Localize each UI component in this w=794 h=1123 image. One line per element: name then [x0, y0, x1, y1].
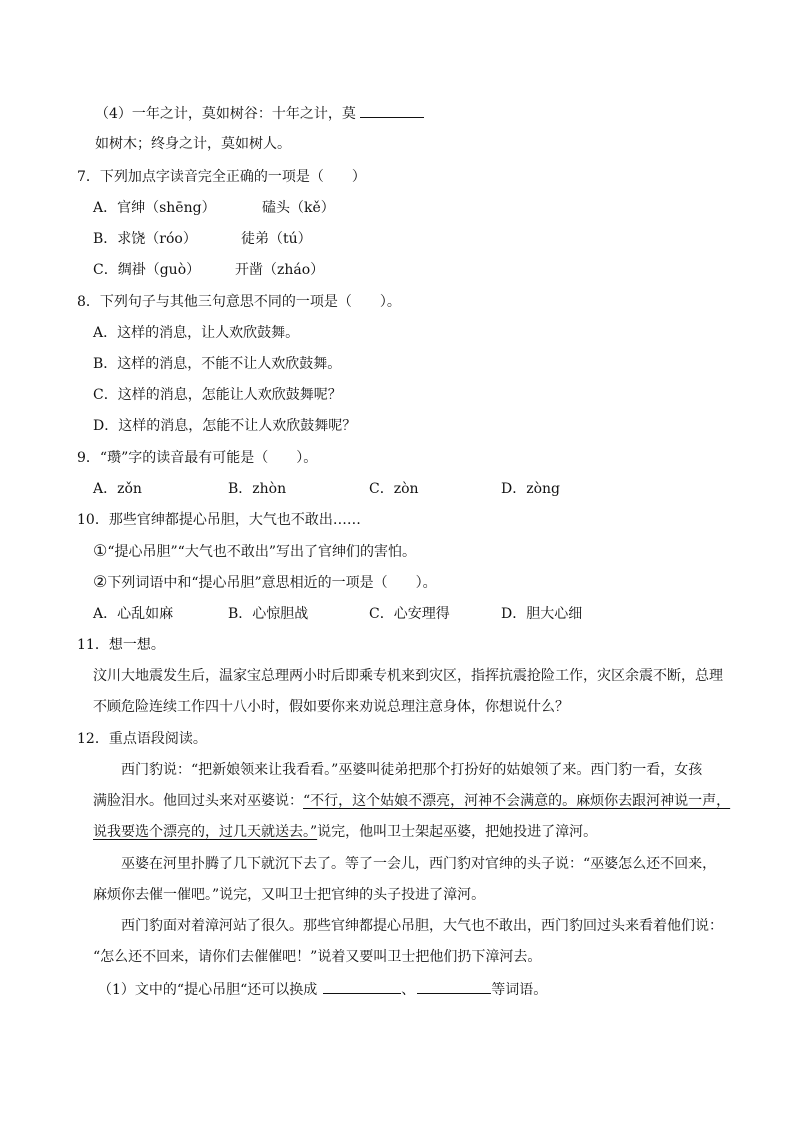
q9-option-d: D．zòng [501, 481, 561, 497]
q10-option-c: C．心安理得 [369, 606, 450, 622]
q10-option-b: B．心惊胆战 [228, 606, 309, 622]
circled-number-2: ② [93, 572, 108, 591]
q9-option-b: B．zhòn [228, 481, 287, 497]
question-10: 10．那些官绅都提心吊胆，大气也不敢出…… [77, 512, 361, 528]
question-8: 8．下列句子与其他三句意思不同的一项是（ ）。 [77, 294, 401, 310]
separator: 、 [401, 982, 416, 998]
q7-option-c: C．绸褂（guò） [93, 262, 201, 278]
question-11: 11．想一想。 [77, 637, 165, 653]
q12-sub-1-suffix: 等词语。 [491, 982, 548, 998]
question-9: 9．“瓒”字的读音最有可能是（ ）。 [77, 450, 318, 466]
q8-option-d: D．这样的消息，怎能不让人欢欣鼓舞呢？ [93, 418, 357, 434]
q10-sub-2 [93, 572, 437, 593]
circled-number-1: ① [93, 541, 108, 560]
q8-option-a: A．这样的消息，让人欢欣鼓舞。 [93, 325, 300, 341]
question-12: 12．重点语段阅读。 [77, 731, 207, 747]
passage-text: 说完，他叫卫士架起巫婆，把她投进了漳河。 [317, 824, 598, 840]
q12-sub-1-text: （1）文中的“提心吊胆“还可以换成 [98, 982, 318, 998]
passage-p3-line2: “怎么还不回来，请你们去催催吧！”说着又要叫卫士把他们扔下漳河去。 [93, 949, 542, 965]
q9-option-c: C．zòn [369, 481, 419, 497]
q7-option-c-2: 开凿（zháo） [235, 262, 325, 278]
q7-option-b-2: 徒弟（tú） [241, 231, 312, 247]
q10-sub-2-text: 下列词语中和“提心吊胆”意思相近的一项是（ ）。 [107, 575, 437, 591]
q6-4-line1 [95, 103, 424, 124]
passage-p1-line3 [93, 822, 597, 842]
underlined-sentence: “不行，这个姑娘不漂亮，河神不会满意的。麻烦你去跟河神说一声， [303, 793, 731, 809]
q8-option-b: B．这样的消息，不能不让人欢欣鼓舞。 [93, 356, 342, 372]
q7-option-a: A．官绅（shēng） [93, 200, 216, 216]
q9-option-a: A．zǒn [93, 481, 142, 497]
answer-blank[interactable] [360, 103, 424, 118]
q6-4-text: （4）一年之计，莫如树谷：十年之计，莫 [95, 106, 356, 122]
passage-text: 满脸泪水。他回过头来对巫婆说： [93, 793, 303, 809]
q7-option-a-2: 磕头（kě） [262, 200, 335, 216]
q10-option-d: D．胆大心细 [501, 606, 583, 622]
underlined-sentence: 说我要选个漂亮的，过几天就送去。” [93, 824, 318, 840]
q11-paragraph-line2: 不顾危险连续工作四十八小时，假如要你来劝说总理注意身体，你想说什么？ [93, 699, 569, 715]
q12-sub-1 [98, 979, 547, 1000]
passage-p3-line1: 西门豹面对着漳河站了很久。那些官绅都提心吊胆，大气也不敢出，西门豹回过头来看着他们说： [121, 918, 723, 934]
passage-p1-line2 [93, 791, 730, 811]
q8-option-c: C．这样的消息，怎能让人欢欣鼓舞呢？ [93, 387, 342, 403]
passage-p1-line1: 西门豹说：“把新娘领来让我看看。”巫婆叫徒弟把那个打扮好的姑娘领了来。西门豹一看，女孩 [121, 762, 703, 778]
q10-option-a: A．心乱如麻 [93, 606, 174, 622]
answer-blank-2[interactable] [417, 979, 491, 994]
question-7: 7．下列加点字读音完全正确的一项是（ ） [77, 169, 366, 185]
q7-option-b: B．求饶（róo） [93, 231, 197, 247]
q6-4-line2: 如树木；终身之计，莫如树人。 [95, 136, 291, 152]
q11-paragraph-line1: 汶川大地震发生后，温家宝总理两小时后即乘专机来到灾区，指挥抗震抢险工作，灾区余震不断，总理 [93, 668, 723, 684]
answer-blank-1[interactable] [323, 979, 401, 994]
passage-p2-line2: 麻烦你去催一催吧。”说完，又叫卫士把官绅的头子投进了漳河。 [93, 887, 486, 903]
q10-sub-1-text: “提心吊胆”“大气也不敢出”写出了官绅们的害怕。 [107, 544, 416, 560]
passage-p2-line1: 巫婆在河里扑腾了几下就沉下去了。等了一会儿，西门豹对官绅的头子说：“巫婆怎么还不回来， [121, 856, 717, 872]
q10-sub-1 [93, 541, 416, 562]
